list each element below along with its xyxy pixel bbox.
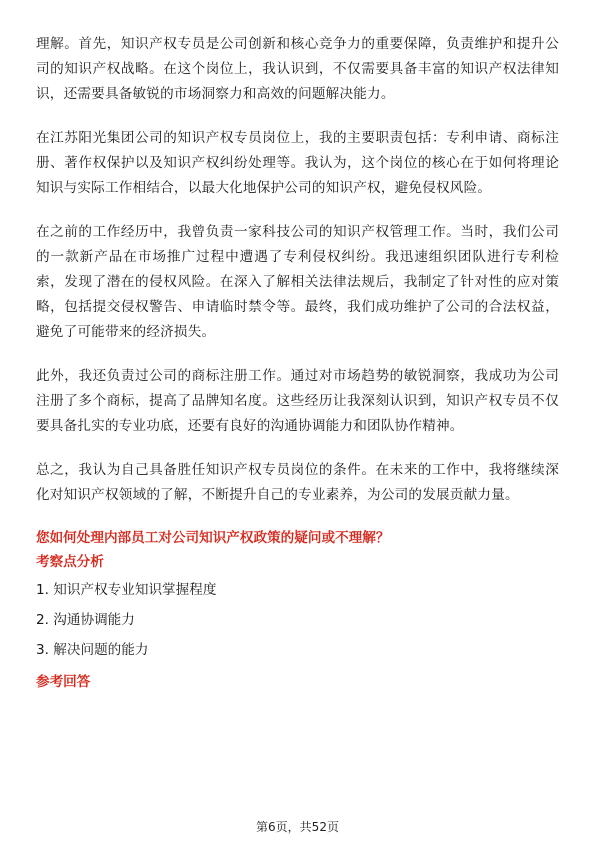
answer-title: 参考回答 (36, 674, 91, 690)
analysis-title: 考察点分析 (36, 554, 104, 570)
paragraph-2: 在江苏阳光集团公司的知识产权专员岗位上，我的主要职责包括：专利申请、商标注册、著作权保护以及知识产权纠纷处理等。我认为，这个岗位的核心在于如何将理论知识与实际工作相结合，以最大化地保护公司的知识产权，避免侵权风险。 (36, 130, 559, 196)
analysis-item: 1. 知识产权专业知识掌握程度 (36, 582, 217, 598)
analysis-item: 2. 沟通协调能力 (36, 612, 135, 628)
page-footer: 第6页，共52页 (256, 820, 339, 834)
paragraph-5: 总之，我认为自己具备胜任知识产权专员岗位的条件。在未来的工作中，我将继续深化对知识产权领域的了解，不断提升自己的专业素养，为公司的发展贡献力量。 (36, 462, 559, 503)
paragraph-3: 在之前的工作经历中，我曾负责一家科技公司的知识产权管理工作。当时，我们公司的一款新产品在市场推广过程中遭遇了专利侵权纠纷。我迅速组织团队进行专利检索，发现了潜在的侵权风险。在深入了解相关法律法规后，我制定了针对性的应对策略，包括提交侵权警告、申请临时禁令等。最终，我们成功维护了公司的合法权益，避免了可能带来的经济损失。 (36, 224, 559, 340)
paragraph-1: 理解。首先，知识产权专员是公司创新和核心竞争力的重要保障，负责维护和提升公司的知识产权战略。在这个岗位上，我认识到，不仅需要具备丰富的知识产权法律知识，还需要具备敏锐的市场洞察力和高效的问题解决能力。 (36, 36, 559, 102)
page-content (36, 32, 559, 699)
paragraph-4: 此外，我还负责过公司的商标注册工作。通过对市场趋势的敏锐洞察，我成功为公司注册了多个商标，提高了品牌知名度。这些经历让我深刻认识到，知识产权专员不仅要具备扎实的专业功底，还要有良好的沟通协调能力和团队协作精神。 (36, 368, 559, 434)
analysis-item: 3. 解决问题的能力 (36, 642, 149, 658)
question-heading: 您如何处理内部员工对公司知识产权政策的疑问或不理解？ (36, 530, 390, 546)
